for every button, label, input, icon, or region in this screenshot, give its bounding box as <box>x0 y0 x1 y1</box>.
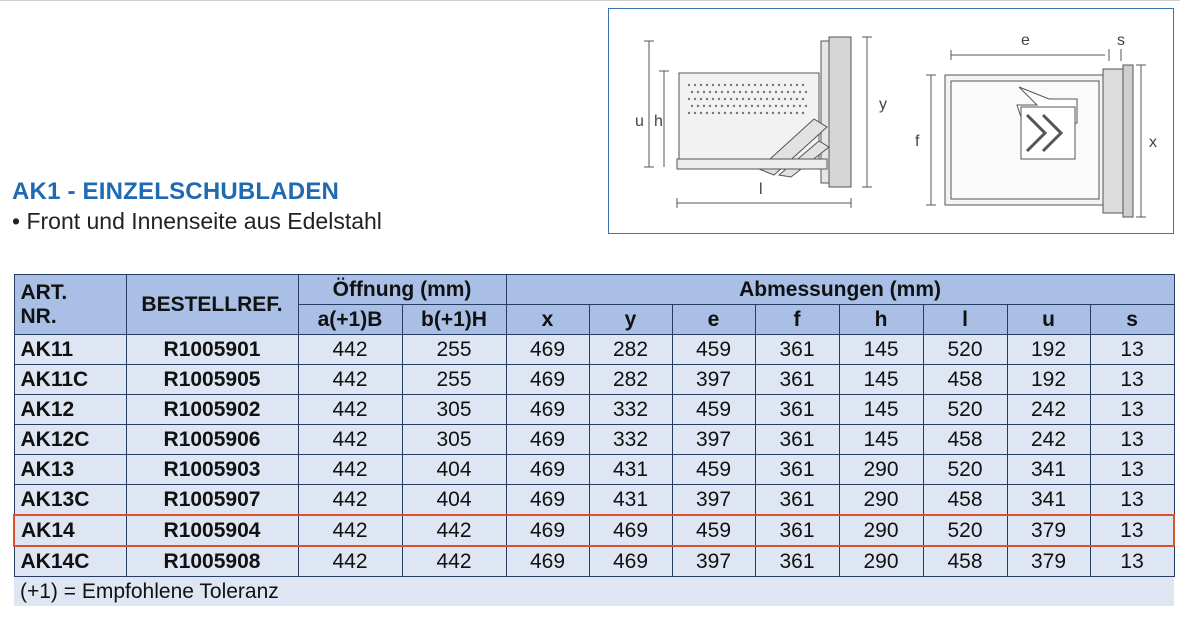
cell-value: 442 <box>298 515 402 546</box>
cell-value: 431 <box>589 485 672 516</box>
cell-value: 305 <box>402 425 506 455</box>
cell-value: 397 <box>672 546 755 577</box>
cell-value: 379 <box>1007 515 1090 546</box>
cell-value: 459 <box>672 395 755 425</box>
label-h: h <box>654 113 663 130</box>
label-y: y <box>879 96 887 113</box>
cell-value: 145 <box>839 365 923 395</box>
cell-bestellref: R1005906 <box>126 425 298 455</box>
cell-value: 13 <box>1090 365 1174 395</box>
cell-value: 442 <box>298 546 402 577</box>
cell-value: 458 <box>923 546 1007 577</box>
cell-value: 13 <box>1090 425 1174 455</box>
cell-value: 520 <box>923 335 1007 365</box>
header-opening-group: Öffnung (mm) <box>298 275 506 305</box>
cell-value: 290 <box>839 485 923 516</box>
cell-value: 341 <box>1007 455 1090 485</box>
cell-value: 255 <box>402 365 506 395</box>
label-x: x <box>1149 134 1157 151</box>
top-divider <box>0 0 1180 1</box>
cell-value: 361 <box>755 485 839 516</box>
cell-value: 192 <box>1007 335 1090 365</box>
cell-value: 458 <box>923 425 1007 455</box>
cell-value: 242 <box>1007 395 1090 425</box>
table-row <box>14 546 1174 577</box>
cell-value: 469 <box>506 365 589 395</box>
header-col-a: a(+1)B <box>298 305 402 335</box>
cell-value: 361 <box>755 425 839 455</box>
cell-art-nr: AK12C <box>14 425 126 455</box>
cell-value: 442 <box>298 455 402 485</box>
cell-value: 431 <box>589 455 672 485</box>
cell-value: 520 <box>923 395 1007 425</box>
cell-value: 442 <box>298 365 402 395</box>
cell-value: 332 <box>589 395 672 425</box>
cell-value: 290 <box>839 515 923 546</box>
cell-value: 469 <box>506 425 589 455</box>
cell-value: 13 <box>1090 335 1174 365</box>
cell-value: 459 <box>672 515 755 546</box>
cell-value: 242 <box>1007 425 1090 455</box>
cell-value: 361 <box>755 515 839 546</box>
header-col-y: y <box>589 305 672 335</box>
header-col-f: f <box>755 305 839 335</box>
header-col-u: u <box>1007 305 1090 335</box>
spec-table <box>13 274 1175 606</box>
cell-value: 341 <box>1007 485 1090 516</box>
cell-bestellref: R1005908 <box>126 546 298 577</box>
header-col-e: e <box>672 305 755 335</box>
cell-value: 469 <box>589 515 672 546</box>
cell-value: 397 <box>672 425 755 455</box>
cell-bestellref: R1005905 <box>126 365 298 395</box>
cell-value: 379 <box>1007 546 1090 577</box>
cell-art-nr: AK14 <box>14 515 126 546</box>
cell-bestellref: R1005907 <box>126 485 298 516</box>
technical-drawing <box>608 8 1174 234</box>
page-title: AK1 - EINZELSCHUBLADEN <box>12 178 340 205</box>
cell-value: 192 <box>1007 365 1090 395</box>
table-row <box>14 395 1174 425</box>
cell-bestellref: R1005901 <box>126 335 298 365</box>
footnote: (+1) = Empfohlene Toleranz <box>14 577 1174 607</box>
cell-art-nr: AK11 <box>14 335 126 365</box>
cell-value: 361 <box>755 365 839 395</box>
cell-value: 332 <box>589 425 672 455</box>
drawing-svg <box>609 9 1175 235</box>
cell-value: 404 <box>402 485 506 516</box>
label-e: e <box>1021 32 1030 49</box>
cell-value: 469 <box>589 546 672 577</box>
cell-value: 442 <box>298 425 402 455</box>
cell-value: 13 <box>1090 546 1174 577</box>
header-col-s: s <box>1090 305 1174 335</box>
cell-value: 459 <box>672 455 755 485</box>
cell-value: 458 <box>923 365 1007 395</box>
cell-bestellref: R1005902 <box>126 395 298 425</box>
cell-value: 282 <box>589 335 672 365</box>
cell-value: 442 <box>402 515 506 546</box>
cell-art-nr: AK14C <box>14 546 126 577</box>
cell-value: 361 <box>755 395 839 425</box>
cell-value: 469 <box>506 485 589 516</box>
cell-art-nr: AK13 <box>14 455 126 485</box>
header-col-b: b(+1)H <box>402 305 506 335</box>
cell-value: 255 <box>402 335 506 365</box>
cell-value: 13 <box>1090 455 1174 485</box>
top-view <box>926 49 1146 217</box>
table-row <box>14 515 1174 546</box>
cell-value: 458 <box>923 485 1007 516</box>
side-view <box>644 37 872 208</box>
table-row <box>14 455 1174 485</box>
cell-art-nr: AK13C <box>14 485 126 516</box>
cell-value: 290 <box>839 455 923 485</box>
cell-value: 442 <box>298 335 402 365</box>
table-row <box>14 485 1174 516</box>
cell-art-nr: AK12 <box>14 395 126 425</box>
table-row <box>14 365 1174 395</box>
cell-value: 469 <box>506 515 589 546</box>
cell-value: 520 <box>923 515 1007 546</box>
header-col-h: h <box>839 305 923 335</box>
header-col-l: l <box>923 305 1007 335</box>
cell-value: 520 <box>923 455 1007 485</box>
cell-value: 469 <box>506 546 589 577</box>
header-dimensions-group: Abmessungen (mm) <box>506 275 1174 305</box>
cell-value: 290 <box>839 546 923 577</box>
table-row <box>14 335 1174 365</box>
cell-value: 282 <box>589 365 672 395</box>
cell-value: 305 <box>402 395 506 425</box>
cell-value: 361 <box>755 335 839 365</box>
cell-value: 469 <box>506 395 589 425</box>
label-l: l <box>759 181 763 198</box>
cell-value: 442 <box>298 485 402 516</box>
cell-value: 361 <box>755 455 839 485</box>
footnote-row <box>14 577 1174 607</box>
page-subtitle: • Front und Innenseite aus Edelstahl <box>12 208 382 234</box>
label-f: f <box>915 133 920 150</box>
cell-bestellref: R1005903 <box>126 455 298 485</box>
label-s: s <box>1117 32 1125 49</box>
cell-value: 459 <box>672 335 755 365</box>
cell-value: 442 <box>298 395 402 425</box>
cell-value: 13 <box>1090 515 1174 546</box>
cell-value: 397 <box>672 485 755 516</box>
header-bestellref: BESTELLREF. <box>126 275 298 335</box>
cell-value: 13 <box>1090 485 1174 516</box>
cell-value: 397 <box>672 365 755 395</box>
cell-value: 145 <box>839 395 923 425</box>
table-row <box>14 425 1174 455</box>
cell-bestellref: R1005904 <box>126 515 298 546</box>
cell-value: 145 <box>839 335 923 365</box>
header-row-1 <box>14 275 1174 305</box>
header-col-x: x <box>506 305 589 335</box>
cell-value: 361 <box>755 546 839 577</box>
label-u: u <box>635 113 644 130</box>
cell-value: 404 <box>402 455 506 485</box>
cell-value: 13 <box>1090 395 1174 425</box>
table-body <box>14 335 1174 577</box>
cell-value: 469 <box>506 455 589 485</box>
cell-value: 442 <box>402 546 506 577</box>
cell-art-nr: AK11C <box>14 365 126 395</box>
cell-value: 469 <box>506 335 589 365</box>
header-art-nr: ART. NR. <box>14 275 126 335</box>
cell-value: 145 <box>839 425 923 455</box>
